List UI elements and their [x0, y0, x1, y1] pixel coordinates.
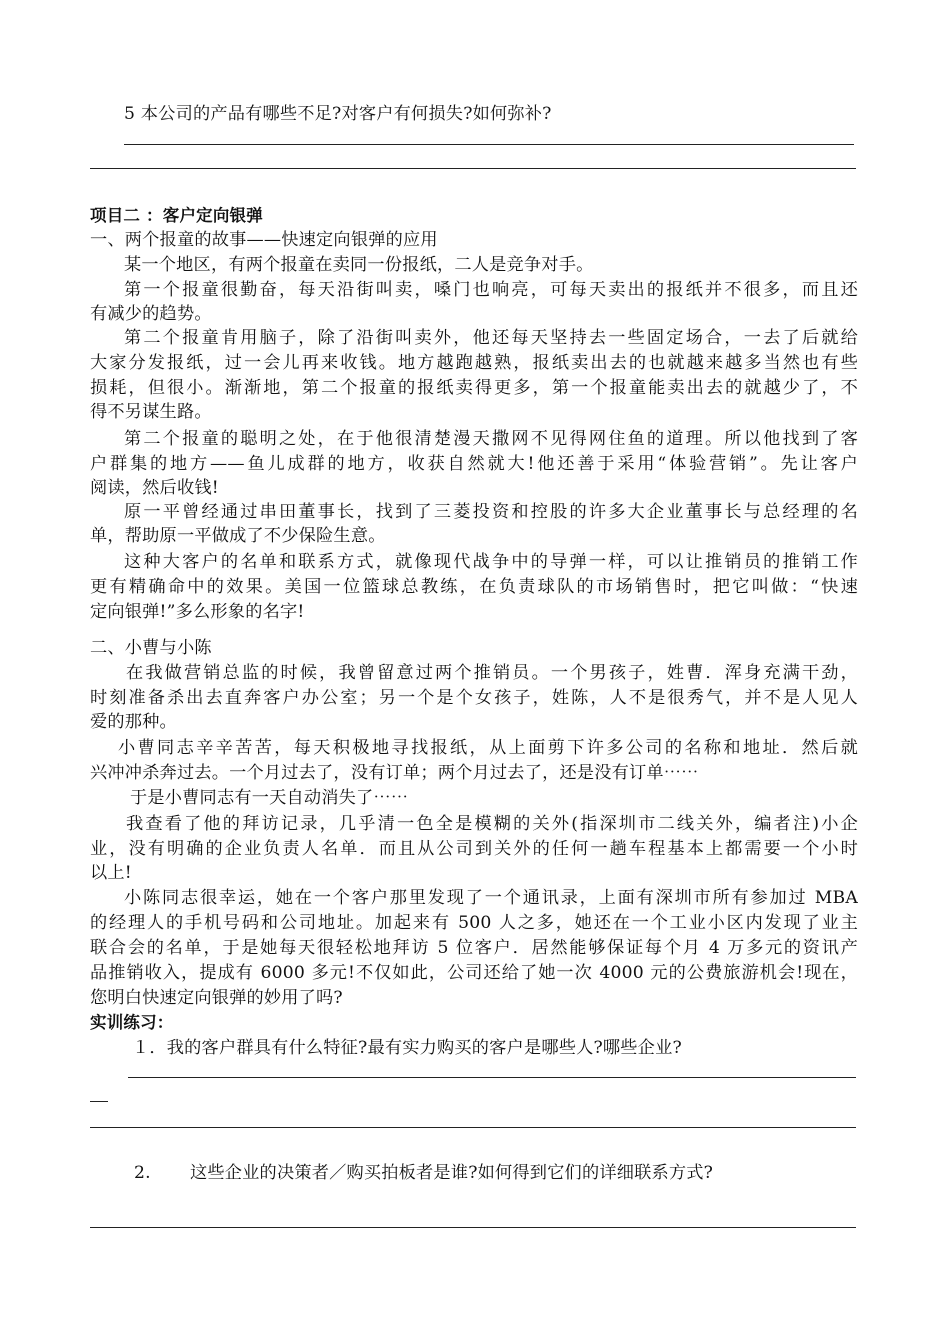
paragraph-line: 户群集的地方——鱼儿成群的地方，收获自然就大!他还善于采用“体验营销”。先让客户	[90, 454, 858, 474]
paragraph-line: 联合会的名单，于是她每天很轻松地拜访 5 位客户．居然能够保证每个月 4 万多元的资讯产	[90, 938, 858, 958]
paragraph-line: 小陈同志很幸运，她在一个客户那里发现了一个通讯录，上面有深圳市所有参加过 MBA	[124, 888, 858, 908]
paragraph-line: 兴冲冲杀奔过去。一个月过去了，没有订单；两个月过去了，还是没有订单⋯⋯	[90, 763, 699, 783]
paragraph-line: 于是小曹同志有一天自动消失了⋯⋯	[130, 788, 409, 808]
paragraph-line: 业，没有明确的企业负责人名单．而且从公司到关外的任何一趟车程基本上都需要一个小时	[90, 839, 858, 859]
part2-heading: 二、小曹与小陈	[90, 638, 212, 658]
paragraph-line: 原一平曾经通过串田董事长，找到了三菱投资和控股的许多大企业董事长与总经理的名	[124, 502, 858, 522]
answer-line	[128, 1077, 856, 1078]
paragraph-line: 定向银弹!”多么形象的名字!	[90, 602, 305, 622]
paragraph-line: 大家分发报纸，过一会儿再来收钱。地方越跑越熟，报纸卖出去的也就越来越多当然也有些	[90, 353, 858, 373]
paragraph-line: 更有精确命中的效果。美国一位篮球总教练，在负责球队的市场销售时，把它叫做：“快速	[90, 577, 858, 597]
exercise-title: 实训练习：	[90, 1013, 174, 1032]
part1-heading: 一、两个报童的故事——快速定向银弹的应用	[90, 230, 438, 250]
paragraph-line: 得不另谋生路。	[90, 402, 212, 422]
paragraph-line: 您明白快速定向银弹的妙用了吗?	[90, 988, 343, 1008]
paragraph-line: 以上!	[90, 863, 132, 883]
section-title: 项目二 ：客户定向银弹	[90, 206, 263, 225]
paragraph-line: 这种大客户的名单和联系方式，就像现代战争中的导弹一样，可以让推销员的推销工作	[124, 552, 858, 572]
paragraph-line: 单，帮助原一平做成了不少保险生意。	[90, 526, 386, 546]
paragraph-line: 在我做营销总监的时候，我曾留意过两个推销员。一个男孩子，姓曹．浑身充满干劲，	[126, 663, 858, 683]
paragraph-line: 损耗，但很小。渐渐地，第二个报童的报纸卖得更多，第一个报童能卖出去的就越少了，不	[90, 378, 858, 398]
paragraph-line: 的经理人的手机号码和公司地址。加起来有 500 人之多，她还在一个工业小区内发现了业主	[90, 913, 858, 933]
exercise-question-2-number: 2.	[134, 1163, 151, 1183]
paragraph-line: 时刻准备杀出去直奔客户办公室；另一个是个女孩子，姓陈，人不是很秀气，并不是人见人	[90, 688, 858, 708]
paragraph-line: 某一个地区，有两个报童在卖同一份报纸，二人是竞争对手。	[124, 255, 594, 275]
paragraph-line: 我查看了他的拜访记录，几乎清一色全是模糊的关外(指深圳市二线关外，编者注)小企	[126, 814, 858, 834]
paragraph-line: 第一个报童很勤奋，每天沿街叫卖，嗓门也响亮，可每天卖出的报纸并不很多，而且还	[124, 280, 858, 300]
paragraph-line: 第二个报童肯用脑子，除了沿街叫卖外，他还每天坚持去一些固定场合，一去了后就给	[124, 328, 858, 348]
paragraph-line: 品推销收入，提成有 6000 多元!不仅如此，公司还给了她一次 4000 元的公费旅游机会!现在，	[90, 963, 858, 983]
answer-line	[90, 168, 856, 169]
answer-line-end	[90, 1101, 108, 1102]
exercise-question-2: 这些企业的决策者／购买拍板者是谁?如何得到它们的详细联系方式?	[190, 1163, 714, 1183]
paragraph-line: 有减少的趋势。	[90, 304, 212, 324]
answer-line	[90, 1227, 856, 1228]
exercise-question-1: １．我的客户群具有什么特征?最有实力购买的客户是哪些人?哪些企业?	[132, 1038, 682, 1058]
answer-line	[90, 1127, 856, 1128]
paragraph-line: 阅读，然后收钱!	[90, 478, 219, 498]
paragraph-line: 爱的那种。	[90, 712, 177, 732]
question-5: 5 本公司的产品有哪些不足?对客户有何损失?如何弥补?	[124, 104, 552, 124]
paragraph-line: 小曹同志辛辛苦苦，每天积极地寻找报纸，从上面剪下许多公司的名称和地址．然后就	[118, 738, 858, 758]
answer-line	[124, 144, 854, 145]
paragraph-line: 第二个报童的聪明之处，在于他很清楚漫天撒网不见得网住鱼的道理。所以他找到了客	[124, 429, 858, 449]
